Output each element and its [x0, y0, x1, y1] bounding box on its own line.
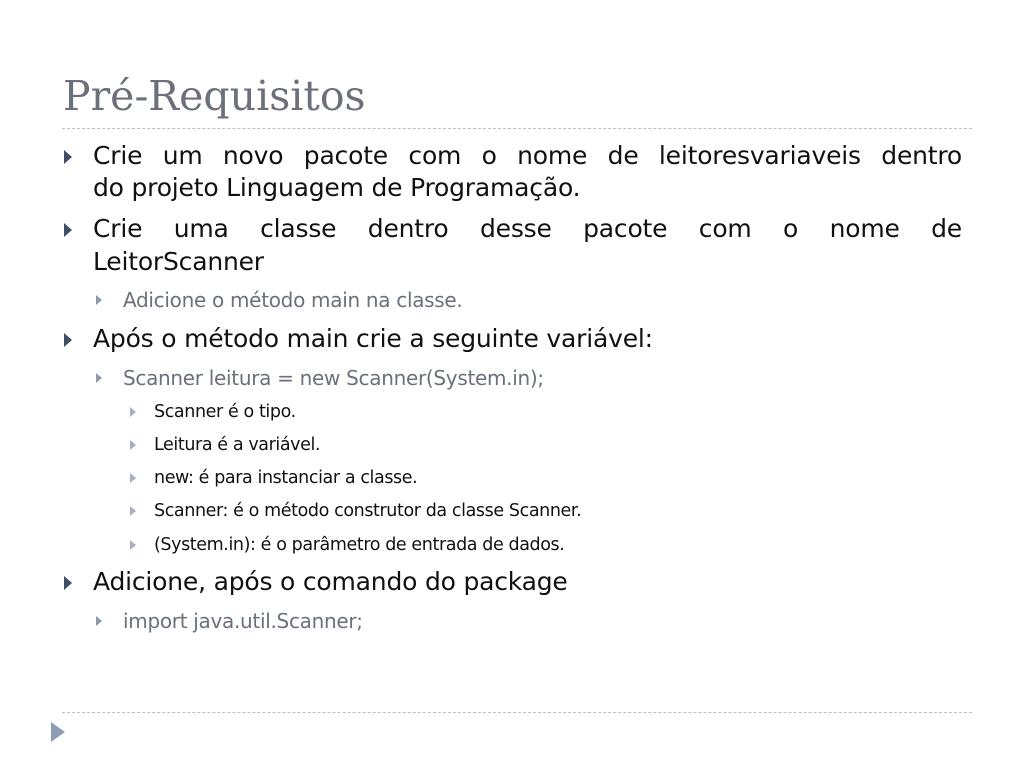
sub-sub-bullet-text: Leitura é a variável.: [154, 435, 321, 455]
bullet-text-line: Crie um novo pacote com o nome de leitoresvariaveis dentro: [93, 141, 962, 170]
triangle-right-icon: [130, 473, 136, 483]
triangle-right-icon: [130, 540, 136, 550]
triangle-right-icon: [96, 295, 102, 305]
bullet-text-line: Adicione, após o comando do package: [93, 567, 568, 596]
sub-sub-bullet-text: new: é para instanciar a classe.: [154, 468, 418, 488]
footer-divider: [62, 712, 972, 713]
bullet-text-line: do projeto Linguagem de Programação.: [93, 173, 581, 202]
sub-bullet-text: Scanner leitura = new Scanner(System.in);: [123, 366, 544, 390]
slide-title: Pré-Requisitos: [63, 72, 366, 120]
sub-bullet-text: Adicione o método main na classe.: [123, 288, 463, 312]
triangle-right-icon: [96, 616, 102, 626]
triangle-right-icon: [130, 440, 136, 450]
triangle-right-icon: [64, 223, 72, 237]
sub-bullet-text: import java.util.Scanner;: [123, 609, 363, 633]
triangle-right-icon: [130, 407, 136, 417]
play-arrow-icon[interactable]: [51, 722, 65, 742]
triangle-right-icon: [64, 333, 72, 347]
sub-sub-bullet-text: (System.in): é o parâmetro de entrada de dados.: [154, 535, 565, 555]
sub-sub-bullet-text: Scanner: é o método construtor da classe Scanner.: [154, 501, 582, 521]
bullet-text-line: Após o método main crie a seguinte variável:: [93, 324, 653, 353]
triangle-right-icon: [64, 576, 72, 590]
triangle-right-icon: [96, 373, 102, 383]
bullet-text-line: LeitorScanner: [93, 247, 264, 276]
bullet-text-line: Crie uma classe dentro desse pacote com o nome de: [93, 214, 962, 243]
triangle-right-icon: [64, 150, 72, 164]
sub-sub-bullet-text: Scanner é o tipo.: [154, 402, 296, 422]
triangle-right-icon: [130, 506, 136, 516]
